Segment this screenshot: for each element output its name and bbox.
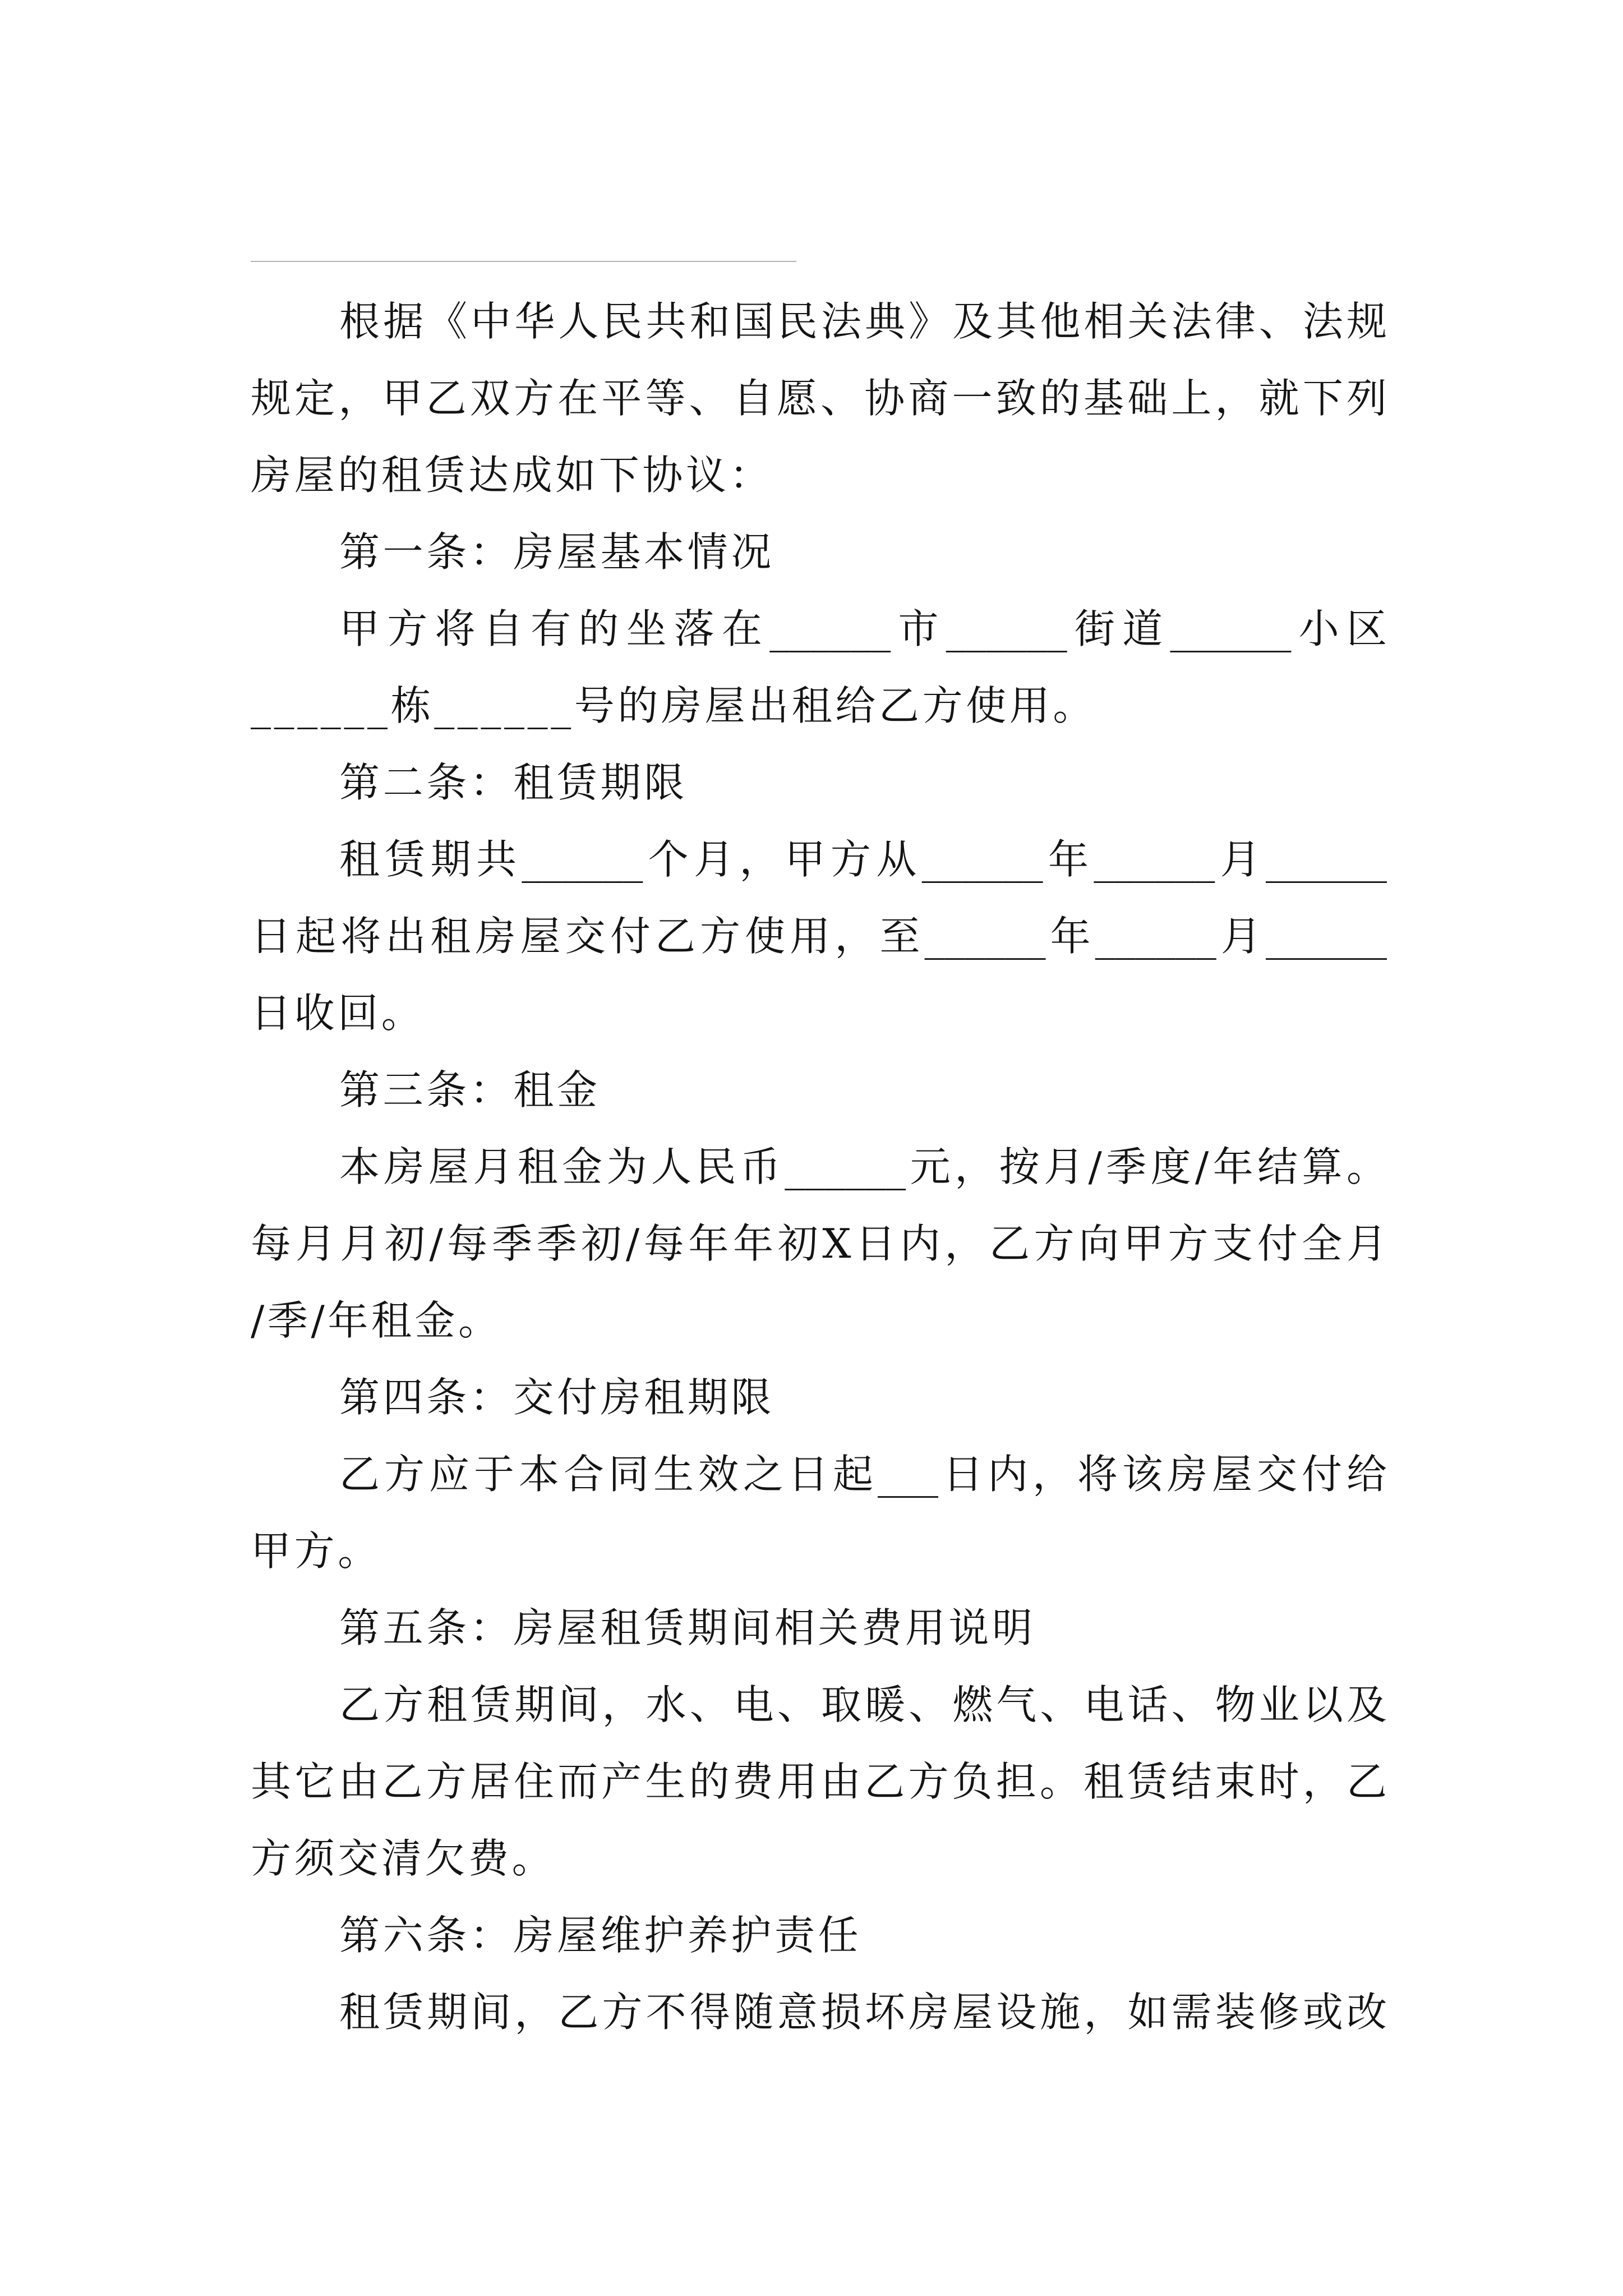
article-heading: 第三条：租金 [339,1066,601,1114]
article-heading: 第六条：房屋维护养护责任 [339,1912,862,1959]
article-heading: 第二条：租赁期限 [339,759,688,806]
article-line: 甲方。 [251,1527,381,1575]
article-line: /季/年租金。 [251,1297,502,1344]
article-line: 乙方应于本合同生效之日起___日内，将该房屋交付给 [339,1451,1387,1498]
header-rule [251,261,796,262]
article-line: ______栋______号的房屋出租给乙方使用。 [251,682,1097,729]
preamble-line: 房屋的租赁达成如下协议： [251,452,773,499]
article-line: 乙方租赁期间，水、电、取暖、燃气、电话、物业以及 [339,1681,1387,1728]
article-heading: 第五条：房屋租赁期间相关费用说明 [339,1604,1036,1651]
article-line: 其它由乙方居住而产生的费用由乙方负担。租赁结束时，乙 [251,1758,1387,1805]
article-line: 甲方将自有的坐落在______市______街道______小区 [339,605,1387,652]
article-heading: 第一条：房屋基本情况 [339,528,775,576]
article-line: 日收回。 [251,990,425,1037]
preamble-line: 根据《中华人民共和国民法典》及其他相关法律、法规 [339,298,1387,345]
preamble-line: 规定，甲乙双方在平等、自愿、协商一致的基础上，就下列 [251,375,1387,422]
article-heading: 第四条：交付房租期限 [339,1374,775,1421]
article-line: 方须交清欠费。 [251,1835,556,1882]
article-line: 租赁期间，乙方不得随意损坏房屋设施，如需装修或改 [339,1989,1387,2036]
article-line: 每月月初/每季季初/每年年初X日内，乙方向甲方支付全月 [251,1220,1387,1267]
article-line: 日起将出租房屋交付乙方使用，至______年______月______ [251,913,1387,960]
article-line: 租赁期共______个月，甲方从______年______月______ [339,836,1387,883]
document-body [251,283,1387,2051]
article-line: 本房屋月租金为人民币______元，按月/季度/年结算。 [339,1143,1387,1190]
